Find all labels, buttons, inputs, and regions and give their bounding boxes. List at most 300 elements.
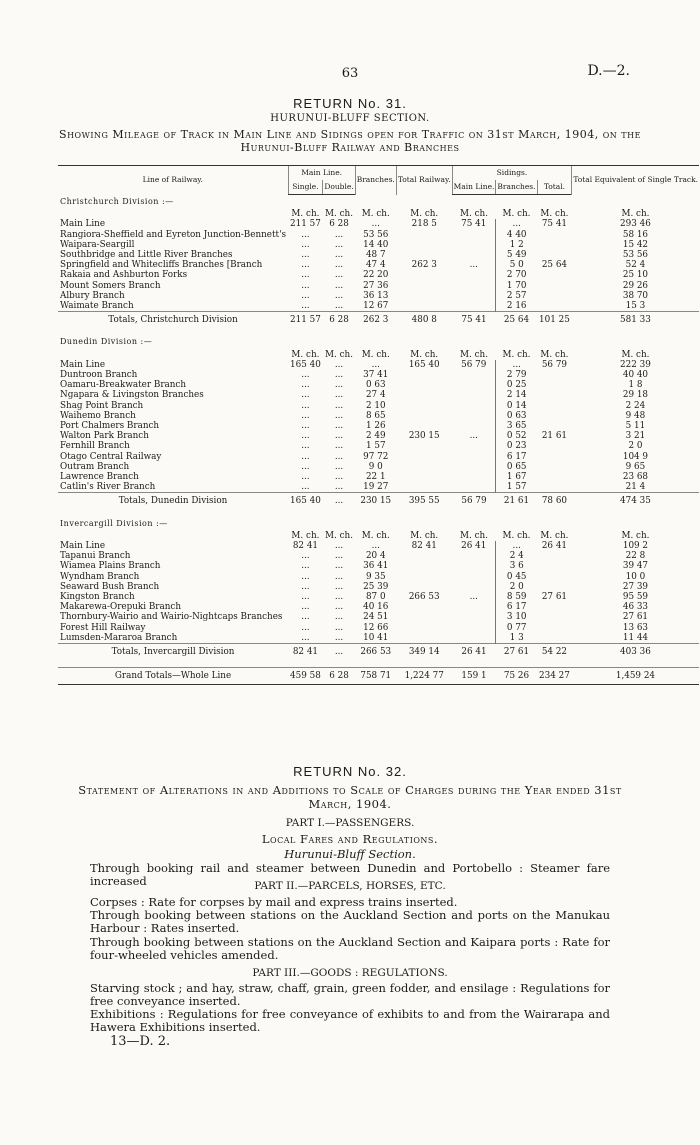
cell-single: ...	[301, 369, 310, 380]
cell-sid-main	[452, 291, 496, 301]
total-sid-branches: 25 64	[496, 312, 537, 329]
cell-single: ...	[301, 592, 310, 603]
line-name: Rangiora-Sheffield and Eyreton Junction-Bennett's	[60, 229, 287, 240]
unit-label: M. ch.	[621, 209, 650, 220]
line-name: Otago Central Railway	[60, 451, 162, 462]
cell-total	[396, 633, 452, 644]
table-row	[58, 380, 699, 390]
division-heading: Invercargill Division :—	[60, 518, 168, 528]
cell-double: ...	[334, 592, 344, 603]
spacer-row	[58, 328, 699, 335]
grand-equiv: 1,459 24	[572, 668, 699, 685]
cell-equiv: 29 18	[622, 390, 649, 401]
section-subheading: Hurunui-Bluff Section.	[284, 847, 416, 861]
unit-label: M. ch.	[291, 209, 320, 220]
cell-sid-total: 75 41	[541, 219, 568, 230]
cell-sid-branches: 2 0	[496, 582, 537, 592]
table-row	[58, 482, 699, 493]
total-equiv: 474 35	[572, 493, 699, 510]
cell-equiv: 58 16	[622, 229, 649, 240]
cell-sid-total: 56 79	[541, 359, 568, 370]
cell-branches: 8 65	[365, 410, 386, 421]
cell-total	[396, 421, 452, 431]
cell-single: ...	[301, 280, 310, 291]
cell-sid-main: 75 41	[461, 219, 487, 230]
grand-double: 6 28	[323, 668, 355, 685]
cell-sid-main	[452, 452, 496, 462]
unit-label: M. ch.	[621, 349, 650, 360]
table-row	[58, 260, 699, 270]
cell-total	[396, 582, 452, 592]
part-1-heading: PART I.—PASSENGERS.	[285, 817, 415, 829]
cell-double: ...	[334, 369, 344, 380]
cell-sid-total	[537, 250, 572, 260]
unit-label: M. ch.	[410, 209, 439, 220]
line-name: Walton Park Branch	[60, 431, 149, 442]
cell-double: ...	[334, 602, 344, 613]
cell-single: ...	[301, 249, 310, 260]
line-name: Mount Somers Branch	[60, 280, 161, 291]
cell-sid-main	[452, 370, 496, 380]
total-sid-branches: 21 61	[496, 493, 537, 510]
unit-label: M. ch.	[325, 349, 353, 360]
cell-branches: 19 27	[363, 482, 389, 493]
cell-branches: 2 49	[365, 431, 386, 442]
col-equivalent: Total Equivalent of Single Track.	[572, 166, 699, 195]
cell-sid-total	[537, 561, 572, 571]
cell-sid-branches: 4 40	[496, 230, 537, 240]
cell-equiv: 22 8	[625, 551, 646, 562]
cell-double: ...	[334, 400, 344, 411]
cell-total	[396, 561, 452, 571]
cell-branches: 9 0	[368, 461, 383, 472]
total-branches: 266 53	[355, 644, 396, 661]
table-row	[58, 230, 699, 240]
cell-sid-branches: 2 14	[496, 390, 537, 400]
col-line-of-railway: Line of Railway.	[58, 166, 288, 195]
cell-sid-branches: 6 17	[496, 452, 537, 462]
cell-sid-branches: 2 16	[496, 301, 537, 312]
table-row	[58, 411, 699, 421]
line-name: Oamaru-Breakwater Branch	[60, 380, 187, 391]
totals-label: Totals, Christchurch Division	[58, 312, 288, 329]
cell-sid-branches: 0 14	[496, 401, 537, 411]
cell-sid-total: 27 61	[541, 592, 568, 603]
total-equiv: 403 36	[572, 644, 699, 661]
cell-sid-total	[537, 602, 572, 612]
cell-sid-branches: 0 25	[496, 380, 537, 390]
cell-sid-total	[537, 281, 572, 291]
cell-equiv: 1 8	[628, 380, 643, 391]
cell-double: ...	[334, 380, 344, 391]
cell-double: ...	[334, 622, 344, 633]
cell-sid-main	[452, 401, 496, 411]
line-name: Main Line	[60, 219, 106, 230]
cell-sid-branches: 1 3	[496, 633, 537, 644]
col-double: Double.	[323, 180, 355, 195]
col-sidings: Sidings.	[452, 166, 572, 181]
cell-single: ...	[301, 400, 310, 411]
cell-sid-main	[452, 462, 496, 472]
cell-branches: ...	[371, 541, 380, 551]
cell-sid-branches: 0 77	[496, 623, 537, 633]
cell-equiv: 3 21	[625, 431, 646, 442]
cell-sid-branches: 8 59	[496, 592, 537, 602]
line-name: Thornbury-Wairio and Wairio-Nightcaps Branches	[60, 612, 283, 623]
division-totals-row	[58, 312, 699, 329]
cell-total: 266 53	[408, 592, 440, 603]
units-spacer	[58, 348, 288, 360]
cell-sid-total	[537, 612, 572, 622]
table-row	[58, 219, 699, 229]
return-32-statement: Statement of Alterations in and Additions to Scale of Charges during the Year ended 31st March, 1904.	[78, 783, 622, 811]
cell-branches: 36 41	[363, 561, 389, 572]
cell-double: ...	[334, 451, 344, 462]
cell-double: ...	[334, 260, 344, 271]
grand-sid-branches: 75 26	[496, 668, 537, 685]
total-sid-main: 75 41	[452, 312, 496, 329]
paragraph-kaipara: Through booking between stations on the Auckland Section and Kaipara ports : Rate for four-wheeled vehicles amended.	[90, 935, 610, 962]
cell-sid-total: 26 41	[541, 541, 568, 551]
cell-sid-main	[452, 441, 496, 451]
table-row	[58, 602, 699, 612]
cell-sid-main	[452, 411, 496, 421]
cell-double: ...	[334, 270, 344, 281]
cell-single: ...	[301, 270, 310, 281]
return-31-title: RETURN No. 31.	[293, 96, 407, 111]
total-total: 480 8	[396, 312, 452, 329]
total-single: 211 57	[288, 312, 323, 329]
cell-sid-branches: 2 57	[496, 291, 537, 301]
line-name: Ngapara & Livingston Branches	[60, 390, 204, 401]
unit-label: M. ch.	[291, 349, 320, 360]
cell-sid-total	[537, 230, 572, 240]
paragraph-corpses: Corpses : Rate for corpses by mail and express trains inserted.	[90, 895, 458, 909]
cell-sid-total	[537, 572, 572, 582]
cell-double: ...	[334, 390, 344, 401]
cell-sid-total	[537, 582, 572, 592]
cell-sid-main: ...	[469, 592, 478, 603]
division-heading: Dunedin Division :—	[60, 337, 153, 347]
totals-label: Totals, Invercargill Division	[58, 644, 288, 661]
line-name: Seaward Bush Branch	[60, 581, 160, 592]
cell-equiv: 9 65	[625, 461, 646, 472]
grand-totals-label: Grand Totals—Whole Line	[58, 668, 288, 685]
unit-label: M. ch.	[460, 209, 489, 220]
table-row	[58, 633, 699, 644]
cell-sid-main	[452, 582, 496, 592]
cell-equiv: 25 10	[622, 270, 649, 281]
total-branches: 230 15	[355, 493, 396, 510]
cell-sid-branches: 2 79	[496, 370, 537, 380]
cell-single: ...	[301, 380, 310, 391]
line-name: Main Line	[60, 541, 106, 551]
cell-sid-main	[452, 250, 496, 260]
cell-sid-total	[537, 380, 572, 390]
table-row	[58, 551, 699, 561]
cell-total: 230 15	[408, 431, 440, 442]
cell-sid-total	[537, 623, 572, 633]
cell-total	[396, 441, 452, 451]
grand-single: 459 58	[288, 668, 323, 685]
cell-equiv: 40 40	[622, 369, 649, 380]
cell-single: ...	[301, 441, 310, 452]
cell-total	[396, 623, 452, 633]
table-row	[58, 592, 699, 602]
cell-branches: 12 66	[363, 622, 389, 633]
cell-total	[396, 370, 452, 380]
cell-branches: 1 26	[365, 420, 386, 431]
spacer	[58, 510, 288, 517]
line-name: Outram Branch	[60, 461, 130, 472]
cell-branches: 12 67	[363, 300, 389, 311]
cell-branches: 2 10	[365, 400, 386, 411]
line-name: Springfield and Whitecliffs Branches [Branch	[60, 260, 263, 271]
cell-sid-branches: 2 4	[496, 551, 537, 561]
cell-branches: 22 1	[365, 471, 386, 482]
col-single: Single.	[288, 180, 323, 195]
cell-sid-main	[452, 270, 496, 280]
cell-single: ...	[301, 229, 310, 240]
cell-double: ...	[334, 541, 344, 551]
total-total: 395 55	[396, 493, 452, 510]
cell-sid-main	[452, 301, 496, 312]
cell-sid-total	[537, 421, 572, 431]
cell-sid-main: ...	[469, 431, 478, 442]
cell-equiv: 15 3	[625, 300, 646, 311]
cell-equiv: 52 4	[625, 260, 646, 271]
division-heading-row	[58, 335, 699, 347]
cell-sid-main	[452, 612, 496, 622]
table-row	[58, 250, 699, 260]
cell-total	[396, 572, 452, 582]
unit-label: M. ch.	[361, 349, 390, 360]
division-heading-row	[58, 195, 699, 207]
col-sidings-total: Total.	[537, 180, 572, 195]
unit-label: M. ch.	[361, 530, 390, 541]
cell-double: ...	[334, 229, 344, 240]
cell-double: ...	[334, 420, 344, 431]
cell-sid-branches: ...	[496, 219, 537, 229]
cell-sid-branches: 2 70	[496, 270, 537, 280]
total-double: ...	[323, 644, 355, 661]
cell-branches: 20 4	[365, 551, 386, 562]
cell-single: 82 41	[292, 541, 319, 551]
paragraph-starving-stock: Starving stock ; and hay, straw, chaff, grain, green fodder, and ensilage : Regulations for free conveyance inserted.	[90, 981, 610, 1008]
cell-sid-total	[537, 472, 572, 482]
cell-sid-total	[537, 482, 572, 493]
cell-equiv: 27 61	[622, 612, 649, 623]
line-name: Forest Hill Railway	[60, 622, 146, 633]
unit-label: M. ch.	[325, 209, 353, 220]
cell-sid-total: 25 64	[541, 260, 568, 271]
division-heading: Christchurch Division :—	[60, 196, 174, 206]
table-row	[58, 370, 699, 380]
cell-double: ...	[334, 239, 344, 250]
unit-label: M. ch.	[540, 530, 569, 541]
col-sidings-main: Main Line.	[452, 180, 496, 195]
mileage-table	[58, 165, 699, 685]
cell-sid-branches: 0 65	[496, 462, 537, 472]
local-fares-heading: Local Fares and Regulations.	[261, 832, 439, 846]
cell-single: ...	[301, 410, 310, 421]
cell-single: ...	[301, 632, 310, 643]
cell-total	[396, 240, 452, 250]
cell-total	[396, 390, 452, 400]
cell-sid-branches: 0 23	[496, 441, 537, 451]
unit-label: M. ch.	[502, 530, 531, 541]
spacer-row	[58, 510, 699, 517]
table-row	[58, 572, 699, 582]
cell-equiv: 293 46	[620, 219, 651, 230]
cell-sid-branches: 3 65	[496, 421, 537, 431]
cell-sid-main	[452, 482, 496, 493]
part-2-heading: PART II.—PARCELS, HORSES, ETC.	[254, 880, 446, 892]
cell-sid-main	[452, 623, 496, 633]
cell-sid-main	[452, 421, 496, 431]
spacer-row	[58, 660, 699, 668]
cell-double: ...	[334, 300, 344, 311]
cell-equiv: 222 39	[620, 359, 651, 370]
line-name: Waipara-Seargill	[60, 239, 135, 250]
unit-label: M. ch.	[540, 349, 569, 360]
cell-equiv: 95 59	[622, 592, 649, 603]
cell-sid-branches: 0 63	[496, 411, 537, 421]
cell-sid-total	[537, 370, 572, 380]
cell-double: ...	[334, 482, 344, 493]
cell-equiv: 2 0	[628, 441, 643, 452]
unit-label: M. ch.	[410, 530, 439, 541]
table-row	[58, 360, 699, 370]
cell-sid-total	[537, 462, 572, 472]
cell-total	[396, 250, 452, 260]
cell-double: ...	[334, 410, 344, 421]
cell-sid-total	[537, 390, 572, 400]
return-32-title: RETURN No. 32.	[293, 764, 407, 779]
units-spacer	[58, 529, 288, 541]
cell-single: ...	[301, 260, 310, 271]
cell-sid-branches: 6 17	[496, 602, 537, 612]
cell-sid-main	[452, 230, 496, 240]
cell-sid-total	[537, 452, 572, 462]
table-row	[58, 270, 699, 280]
grand-total: 1,224 77	[396, 668, 452, 685]
table-row	[58, 401, 699, 411]
cell-equiv: 109 2	[622, 541, 649, 551]
cell-sid-main	[452, 602, 496, 612]
cell-double: ...	[334, 441, 344, 452]
section-heading: HURUNUI-BLUFF SECTION.	[270, 113, 430, 124]
line-name: Wiamea Plains Branch	[60, 561, 161, 572]
cell-sid-total	[537, 411, 572, 421]
cell-double: ...	[334, 561, 344, 572]
cell-sid-branches: 3 10	[496, 612, 537, 622]
cell-branches: 48 7	[365, 249, 386, 260]
cell-equiv: 46 33	[622, 602, 649, 613]
cell-equiv: 2 24	[625, 400, 646, 411]
cell-sid-main	[452, 281, 496, 291]
cell-single: ...	[301, 390, 310, 401]
table-row	[58, 301, 699, 312]
cell-sid-branches: 0 52	[496, 431, 537, 441]
cell-single: ...	[301, 300, 310, 311]
cell-equiv: 27 39	[622, 581, 649, 592]
total-single: 82 41	[288, 644, 323, 661]
line-name: Albury Branch	[60, 290, 125, 301]
total-sid-total: 101 25	[537, 312, 572, 329]
unit-label: M. ch.	[540, 209, 569, 220]
cell-sid-branches: 1 70	[496, 281, 537, 291]
cell-single: ...	[301, 622, 310, 633]
cell-branches: 97 72	[363, 451, 389, 462]
unit-label: M. ch.	[621, 530, 650, 541]
cell-total	[396, 482, 452, 493]
cell-single: 211 57	[290, 219, 321, 230]
cell-branches: ...	[371, 359, 380, 370]
cell-branches: 27 36	[363, 280, 389, 291]
line-name: Southbridge and Little River Branches	[60, 249, 233, 260]
cell-sid-branches: 5 49	[496, 250, 537, 260]
cell-total	[396, 230, 452, 240]
line-name: Tapanui Branch	[60, 551, 131, 562]
cell-sid-main	[452, 472, 496, 482]
cell-equiv: 23 68	[622, 471, 649, 482]
table-row	[58, 431, 699, 441]
cell-single: ...	[301, 561, 310, 572]
cell-total: 262 3	[411, 260, 437, 271]
table-row	[58, 472, 699, 482]
paragraph-exhibitions: Exhibitions : Regulations for free conveyance of exhibits to and from the Wairarapa and Hawera Exhibitions inserted.	[90, 1007, 610, 1034]
table-row	[58, 623, 699, 633]
cell-double: ...	[334, 280, 344, 291]
cell-sid-total	[537, 301, 572, 312]
grand-totals-row	[58, 668, 699, 685]
cell-double: ...	[334, 571, 344, 582]
cell-total	[396, 380, 452, 390]
cell-single: ...	[301, 581, 310, 592]
cell-single: ...	[301, 451, 310, 462]
cell-total	[396, 291, 452, 301]
unit-label: M. ch.	[502, 209, 531, 220]
cell-sid-branches: 0 45	[496, 572, 537, 582]
spacer	[58, 660, 288, 668]
cell-total	[396, 612, 452, 622]
cell-total	[396, 462, 452, 472]
table-row	[58, 390, 699, 400]
cell-total	[396, 452, 452, 462]
table-row	[58, 452, 699, 462]
total-double: 6 28	[323, 312, 355, 329]
cell-sid-total	[537, 240, 572, 250]
table-row	[58, 291, 699, 301]
cell-single: ...	[301, 461, 310, 472]
cell-double: 6 28	[329, 219, 349, 230]
line-name: Makarewa-Orepuki Branch	[60, 602, 182, 613]
cell-single: ...	[301, 482, 310, 493]
grand-sid-total: 234 27	[537, 668, 572, 685]
line-name: Wyndham Branch	[60, 571, 140, 582]
cell-sid-total	[537, 551, 572, 561]
cell-equiv: 29 26	[622, 280, 649, 291]
cell-sid-branches: 5 0	[496, 260, 537, 270]
cell-equiv: 10 0	[625, 571, 646, 582]
cell-single: 165 40	[290, 359, 321, 370]
col-main-line: Main Line.	[288, 166, 355, 181]
cell-sid-branches: 1 67	[496, 472, 537, 482]
line-name: Lawrence Branch	[60, 471, 139, 482]
cell-equiv: 9 48	[625, 410, 646, 421]
unit-label: M. ch.	[361, 209, 390, 220]
